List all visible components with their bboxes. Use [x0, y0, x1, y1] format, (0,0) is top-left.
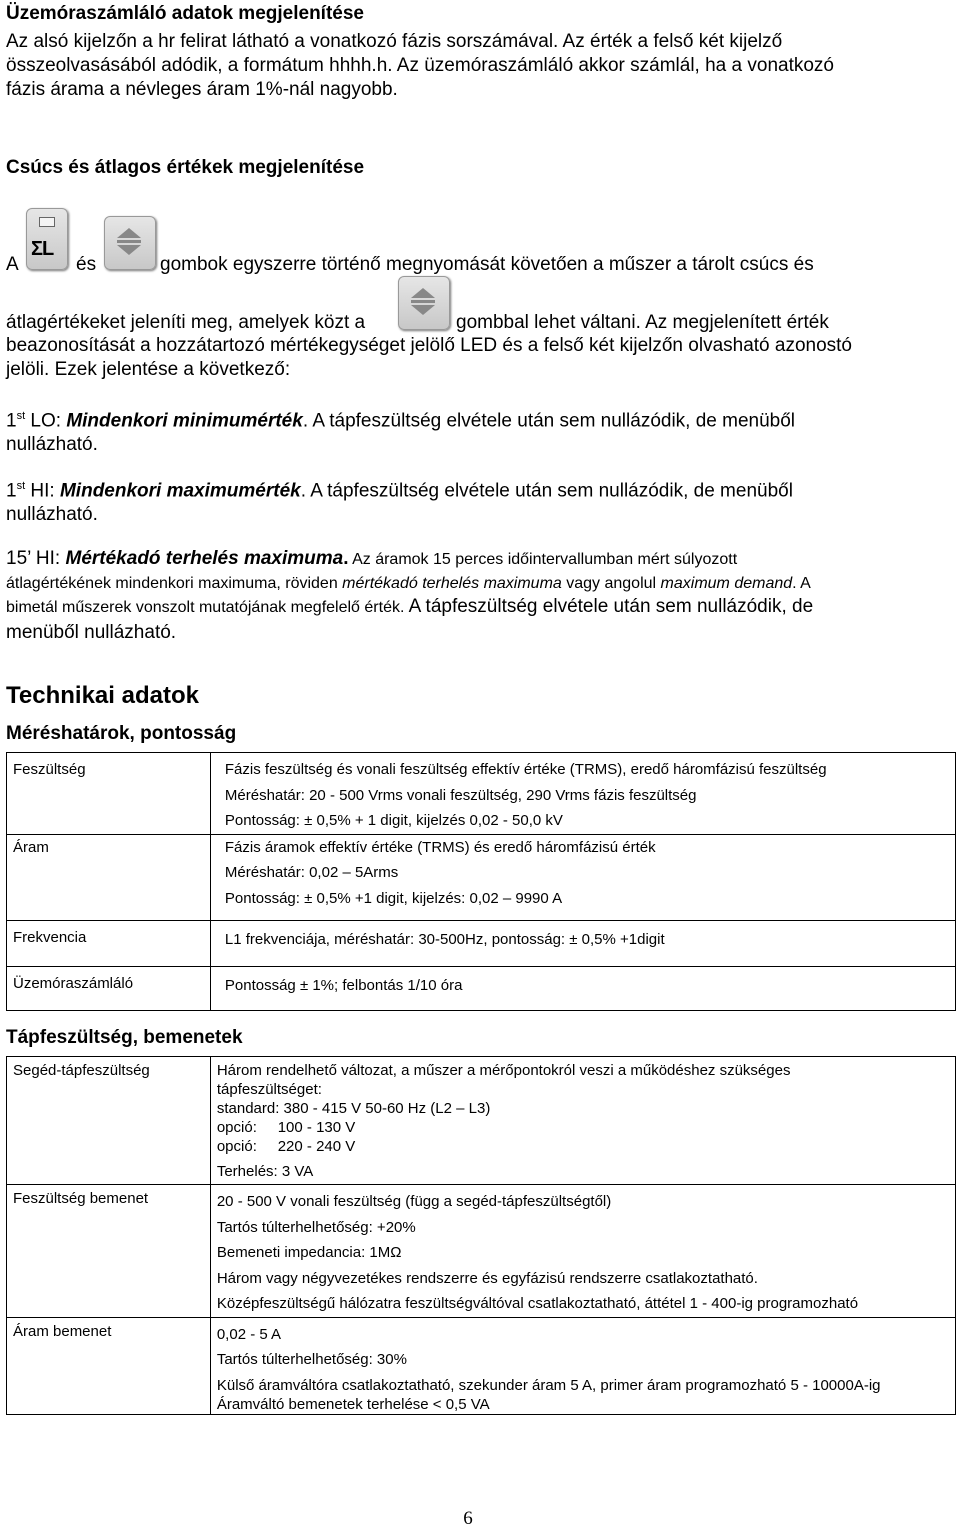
- text: gombbal lehet váltani. Az megjelenített érték: [456, 312, 829, 333]
- text: és: [76, 254, 97, 275]
- paragraph-line: beazonosítását a hozzátartozó mértékegységet jelölő LED és a felső két kijelzőn olvasható azonostó: [6, 335, 853, 356]
- table-row: Feszültség Fázis feszültség és vonali feszültség effektív értéke (TRMS), eredő háromfázisú feszültség Méréshatár: 20 - 500 Vrms vonali feszültség, 290 Vrms fázis feszültség Pontosság: ± 0,5% + 1 digit, kijelzés 0,02 - 50,0 kV: [7, 753, 956, 835]
- paragraph-line: Az alsó kijelzőn a hr felirat látható a vonatkozó fázis sorszámával. Az érték a felső két kijelző: [6, 31, 783, 52]
- paragraph: [6, 334, 954, 382]
- section-hour-counter: [6, 2, 954, 102]
- page-number: 6: [463, 1508, 473, 1529]
- text: gombok egyszerre történő megnyomását követően a műszer a tárolt csúcs és: [160, 254, 814, 275]
- sigma-l-button-icon: ΣL: [26, 208, 68, 270]
- hi15-definition: 15’ HI: Mértékadó terhelés maximuma. Az áramok 15 perces időintervallumban mért súlyozott átlagértékének mindenkori maximuma, röviden mértékadó terhelés maximuma vagy angolul maximum demand. A bimetál műszerek vonszolt mutatójának megfelelő érték. A tápfeszültség elvétele után sem nullázódik, de menüből nullázható.: [6, 548, 814, 643]
- measurement-table: [6, 752, 956, 1011]
- up-down-arrows-button-icon: [104, 216, 156, 270]
- paragraph-line: fázis árama a névleges áram 1%-nál nagyobb.: [6, 79, 398, 100]
- hi-definition: 1st HI: Mindenkori maximumérték. A tápfeszültség elvétele után sem nullázódik, de menüből nullázható.: [6, 480, 793, 526]
- table-row: Segéd-tápfeszültség Három rendelhető változat, a műszer a mérőpontokról veszi a működéshez szükséges tápfeszültséget: standard: 380 - 415 V 50-60 Hz (L2 – L3) opció: 100 - 130 V opció: 220 - 240 V Terhelés: 3 VA: [7, 1057, 956, 1185]
- text: átlagértékeket jeleníti meg, amelyek közt a: [6, 312, 366, 333]
- power-input-table: [6, 1056, 956, 1415]
- section-title: Csúcs és átlagos értékek megjelenítése: [6, 157, 365, 178]
- up-down-arrows-button-icon: [398, 276, 450, 330]
- table-row: Áram Fázis áramok effektív értéke (TRMS) és eredő háromfázisú érték Méréshatár: 0,02 – 5Arms Pontosság: ± 0,5% +1 digit, kijelzés: 0,02 – 9990 A: [7, 834, 956, 920]
- button-line: [6, 206, 954, 275]
- button-line: [6, 274, 954, 334]
- paragraph-line: jelöli. Ezek jelentése a következő:: [6, 359, 291, 380]
- section-title: Üzemóraszámláló adatok megjelenítése: [6, 3, 364, 24]
- lo-definition: 1st LO: Mindenkori minimumérték. A tápfeszültség elvétele után sem nullázódik, de menüből nullázható.: [6, 410, 796, 456]
- subsection-title: Méréshatárok, pontosság: [6, 723, 237, 744]
- table-row: Üzemóraszámláló Pontosság ± 1%; felbontás 1/10 óra: [7, 966, 956, 1010]
- paragraph-line: összeolvasásából adódik, a formátum hhhh.h. Az üzemóraszámláló akkor számlál, ha a vonatkozó: [6, 55, 834, 76]
- text: A: [6, 254, 19, 275]
- table-row: Frekvencia L1 frekvenciája, méréshatár: 30-500Hz, pontosság: ± 0,5% +1digit: [7, 920, 956, 966]
- table-row: Feszültség bemenet 20 - 500 V vonali feszültség (függ a segéd-tápfeszültségtől) Tartós túlterhelhetőség: +20% Bemeneti impedancia: 1MΩ Három vagy négyvezetékes rendszerre és egyfázisú rendszerre csatlakoztatható. Középfeszültségű hálózatra feszültségváltóval csatlakoztatható, áttétel 1 - 400-ig programozható: [7, 1185, 956, 1318]
- technical-title: Technikai adatok: [6, 682, 199, 709]
- table-row: Áram bemenet 0,02 - 5 A Tartós túlterhelhetőség: 30% Külső áramváltóra csatlakoztatható, szekunder áram 5 A, primer áram programozható 5 - 10000A-ig Áramváltó bemenetek terhelése < 0,5 VA: [7, 1317, 956, 1414]
- subsection-title: Tápfeszültség, bemenetek: [6, 1027, 243, 1048]
